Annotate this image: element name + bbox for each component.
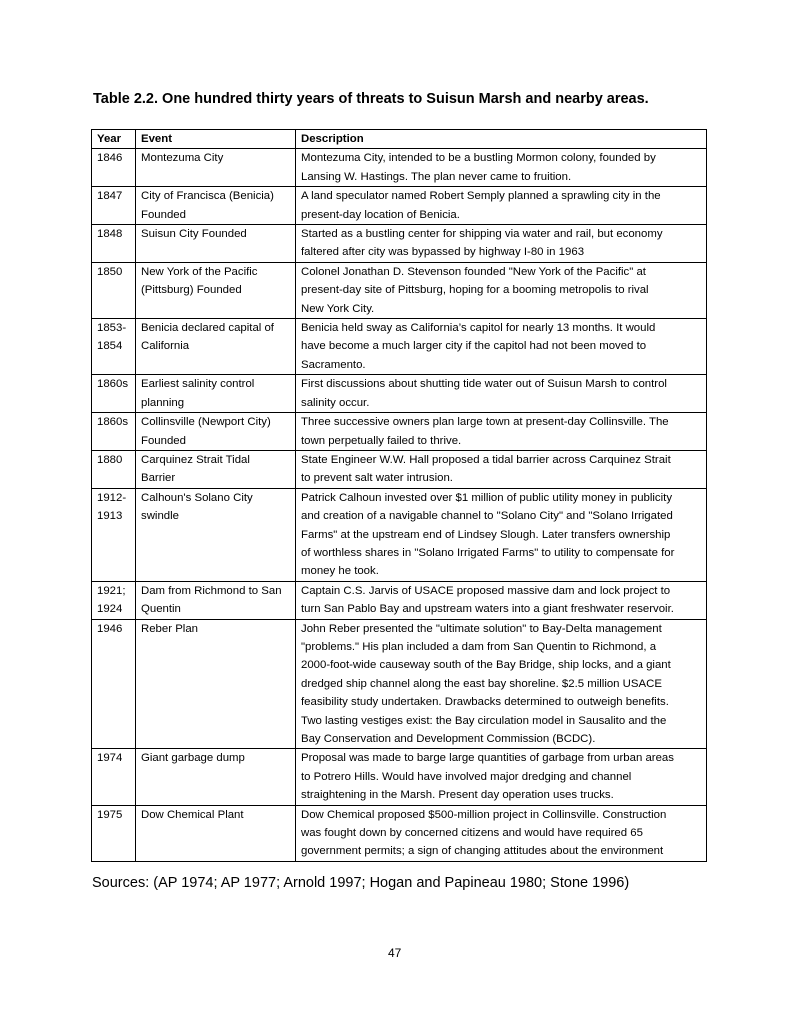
description-cell [296, 450, 707, 488]
year-line: 1846 [97, 152, 123, 165]
description-line: Dow Chemical proposed $500-million project in Collinsville. Construction [301, 808, 667, 821]
description-line: Patrick Calhoun invested over $1 million of public utility money in publicity [301, 491, 673, 504]
event-line: City of Francisca (Benicia) [141, 190, 274, 203]
description-cell [296, 749, 707, 805]
page-number: 47 [388, 946, 402, 960]
description-line: State Engineer W.W. Hall proposed a tidal barrier across Carquinez Strait [301, 453, 671, 466]
description-line: Montezuma City, intended to be a bustling Mormon colony, founded by [301, 152, 656, 165]
event-line: Dam from Richmond to San [141, 584, 282, 597]
event-cell [136, 581, 296, 619]
year-line: 1853- [97, 322, 127, 335]
year-line: 1860s [97, 378, 129, 391]
description-cell [296, 187, 707, 225]
sources-note: Sources: (AP 1974; AP 1977; Arnold 1997; Hogan and Papineau 1980; Stone 1996) [92, 875, 630, 891]
event-cell [136, 450, 296, 488]
description-cell [296, 619, 707, 749]
header-event: Event [136, 130, 296, 149]
threats-table [91, 129, 707, 862]
description-line: turn San Pablo Bay and upstream waters into a giant freshwater reservoir. [301, 603, 674, 616]
description-line: Bay Conservation and Development Commission (BCDC). [301, 733, 596, 745]
description-line: faltered after city was bypassed by highway I-80 in 1963 [301, 246, 585, 259]
year-cell [92, 375, 136, 413]
description-line: Two lasting vestiges exist: the Bay circulation model in Sausalito and the [301, 714, 667, 727]
event-line: Collinsville (Newport City) [141, 416, 271, 429]
event-line: swindle [141, 510, 179, 523]
event-line: Founded [141, 434, 186, 447]
year-line: 1974 [97, 752, 123, 765]
event-line: Dow Chemical Plant [141, 808, 244, 821]
year-line: 1975 [97, 808, 123, 821]
description-line: Colonel Jonathan D. Stevenson founded "New York of the Pacific" at [301, 265, 646, 278]
year-line: 1880 [97, 453, 123, 466]
event-cell [136, 488, 296, 581]
table-row [92, 375, 707, 413]
year-line: 1924 [97, 603, 123, 616]
description-line: to prevent salt water intrusion. [301, 472, 453, 485]
event-cell [136, 805, 296, 861]
description-cell [296, 581, 707, 619]
table-row [92, 450, 707, 488]
year-cell [92, 619, 136, 749]
description-line: 2000-foot-wide causeway south of the Bay Bridge, ship locks, and a giant [301, 659, 671, 672]
table-row [92, 488, 707, 581]
description-line: Started as a bustling center for shipping via water and rail, but economy [301, 228, 663, 241]
description-line: present-day location of Benicia. [301, 208, 460, 221]
description-line: to Potrero Hills. Would have involved major dredging and channel [301, 770, 632, 783]
year-cell [92, 749, 136, 805]
table-row [92, 581, 707, 619]
event-line: Quentin [141, 603, 181, 616]
description-cell [296, 319, 707, 375]
description-cell [296, 149, 707, 187]
description-line: Lansing W. Hastings. The plan never came to fruition. [301, 170, 572, 183]
description-line: Farms" at the upstream end of Lindsey Slough. Later transfers ownership [301, 528, 671, 541]
event-line: Giant garbage dump [141, 752, 245, 765]
description-cell [296, 413, 707, 451]
table-row [92, 805, 707, 861]
description-cell [296, 375, 707, 413]
event-line: Founded [141, 208, 186, 221]
table-header-row [92, 130, 707, 149]
year-cell [92, 805, 136, 861]
table-row [92, 749, 707, 805]
table-row [92, 619, 707, 749]
description-line: money he took. [301, 565, 379, 578]
description-line: feasibility study undertaken. Drawbacks determined to outweigh benefits. [301, 696, 669, 709]
event-cell [136, 749, 296, 805]
year-line: 1854 [97, 340, 123, 353]
year-line: 1921; [97, 584, 126, 597]
event-line: Montezuma City [141, 152, 224, 165]
year-line: 1912- [97, 491, 127, 504]
description-line: was fought down by concerned citizens and would have required 65 [301, 827, 643, 840]
description-line: present-day site of Pittsburg, hoping for a booming metropolis to rival [301, 284, 649, 297]
description-line: salinity occur. [301, 396, 370, 409]
description-cell [296, 805, 707, 861]
event-line: Reber Plan [141, 622, 198, 635]
event-line: Benicia declared capital of [141, 322, 274, 335]
description-cell [296, 225, 707, 263]
table-row [92, 225, 707, 263]
event-cell [136, 413, 296, 451]
description-line: Captain C.S. Jarvis of USACE proposed massive dam and lock project to [301, 584, 671, 597]
description-line: of worthless shares in "Solano Irrigated Farms" to utility to compensate for [301, 546, 675, 559]
description-line: John Reber presented the "ultimate solution" to Bay-Delta management [301, 622, 662, 635]
year-cell [92, 225, 136, 263]
event-line: Barrier [141, 472, 176, 485]
description-line: dredged ship channel along the east bay shoreline. $2.5 million USACE [301, 677, 662, 690]
event-line: Carquinez Strait Tidal [141, 453, 250, 466]
event-cell [136, 319, 296, 375]
year-cell [92, 413, 136, 451]
table-row [92, 262, 707, 318]
year-cell [92, 262, 136, 318]
description-line: Proposal was made to barge large quantities of garbage from urban areas [301, 752, 674, 765]
table-row [92, 149, 707, 187]
event-line: (Pittsburg) Founded [141, 284, 242, 297]
table-row [92, 187, 707, 225]
year-line: 1913 [97, 510, 123, 523]
year-cell [92, 149, 136, 187]
header-year: Year [92, 130, 136, 149]
event-line: planning [141, 396, 185, 409]
description-line: straightening in the Marsh. Present day operation uses trucks. [301, 789, 614, 802]
event-line: California [141, 340, 190, 353]
description-line: and creation of a navigable channel to "Solano City" and "Solano Irrigated [301, 510, 673, 523]
description-line: First discussions about shutting tide water out of Suisun Marsh to control [301, 378, 667, 391]
description-line: Sacramento. [301, 358, 366, 371]
event-cell [136, 149, 296, 187]
year-line: 1850 [97, 265, 123, 278]
description-line: A land speculator named Robert Semply planned a sprawling city in the [301, 190, 661, 203]
description-line: Benicia held sway as California’s capitol for nearly 13 months. It would [301, 322, 656, 335]
event-cell [136, 375, 296, 413]
year-cell [92, 450, 136, 488]
description-line: Three successive owners plan large town at present-day Collinsville. The [301, 416, 669, 429]
event-line: New York of the Pacific [141, 265, 258, 278]
table-row [92, 319, 707, 375]
year-cell [92, 488, 136, 581]
year-line: 1946 [97, 622, 123, 635]
table-row [92, 413, 707, 451]
table-body [92, 149, 707, 861]
description-cell [296, 488, 707, 581]
year-line: 1847 [97, 190, 123, 203]
event-cell [136, 262, 296, 318]
description-line: have become a much larger city if the capitol had not been moved to [301, 340, 647, 353]
year-line: 1860s [97, 416, 129, 429]
description-line: government permits; a sign of changing attitudes about the environment [301, 845, 664, 858]
header-description: Description [296, 130, 707, 149]
table-caption: Table 2.2. One hundred thirty years of threats to Suisun Marsh and nearby areas. [93, 91, 649, 107]
year-line: 1848 [97, 228, 123, 241]
description-cell [296, 262, 707, 318]
event-cell [136, 619, 296, 749]
event-cell [136, 187, 296, 225]
event-line: Earliest salinity control [141, 378, 255, 391]
event-cell [136, 225, 296, 263]
year-cell [92, 319, 136, 375]
description-line: town perpetually failed to thrive. [301, 434, 462, 447]
description-line: New York City. [301, 302, 375, 315]
description-line: "problems." His plan included a dam from San Quentin to Richmond, a [301, 640, 657, 653]
year-cell [92, 581, 136, 619]
event-line: Calhoun's Solano City [141, 491, 253, 504]
event-line: Suisun City Founded [141, 228, 247, 241]
year-cell [92, 187, 136, 225]
